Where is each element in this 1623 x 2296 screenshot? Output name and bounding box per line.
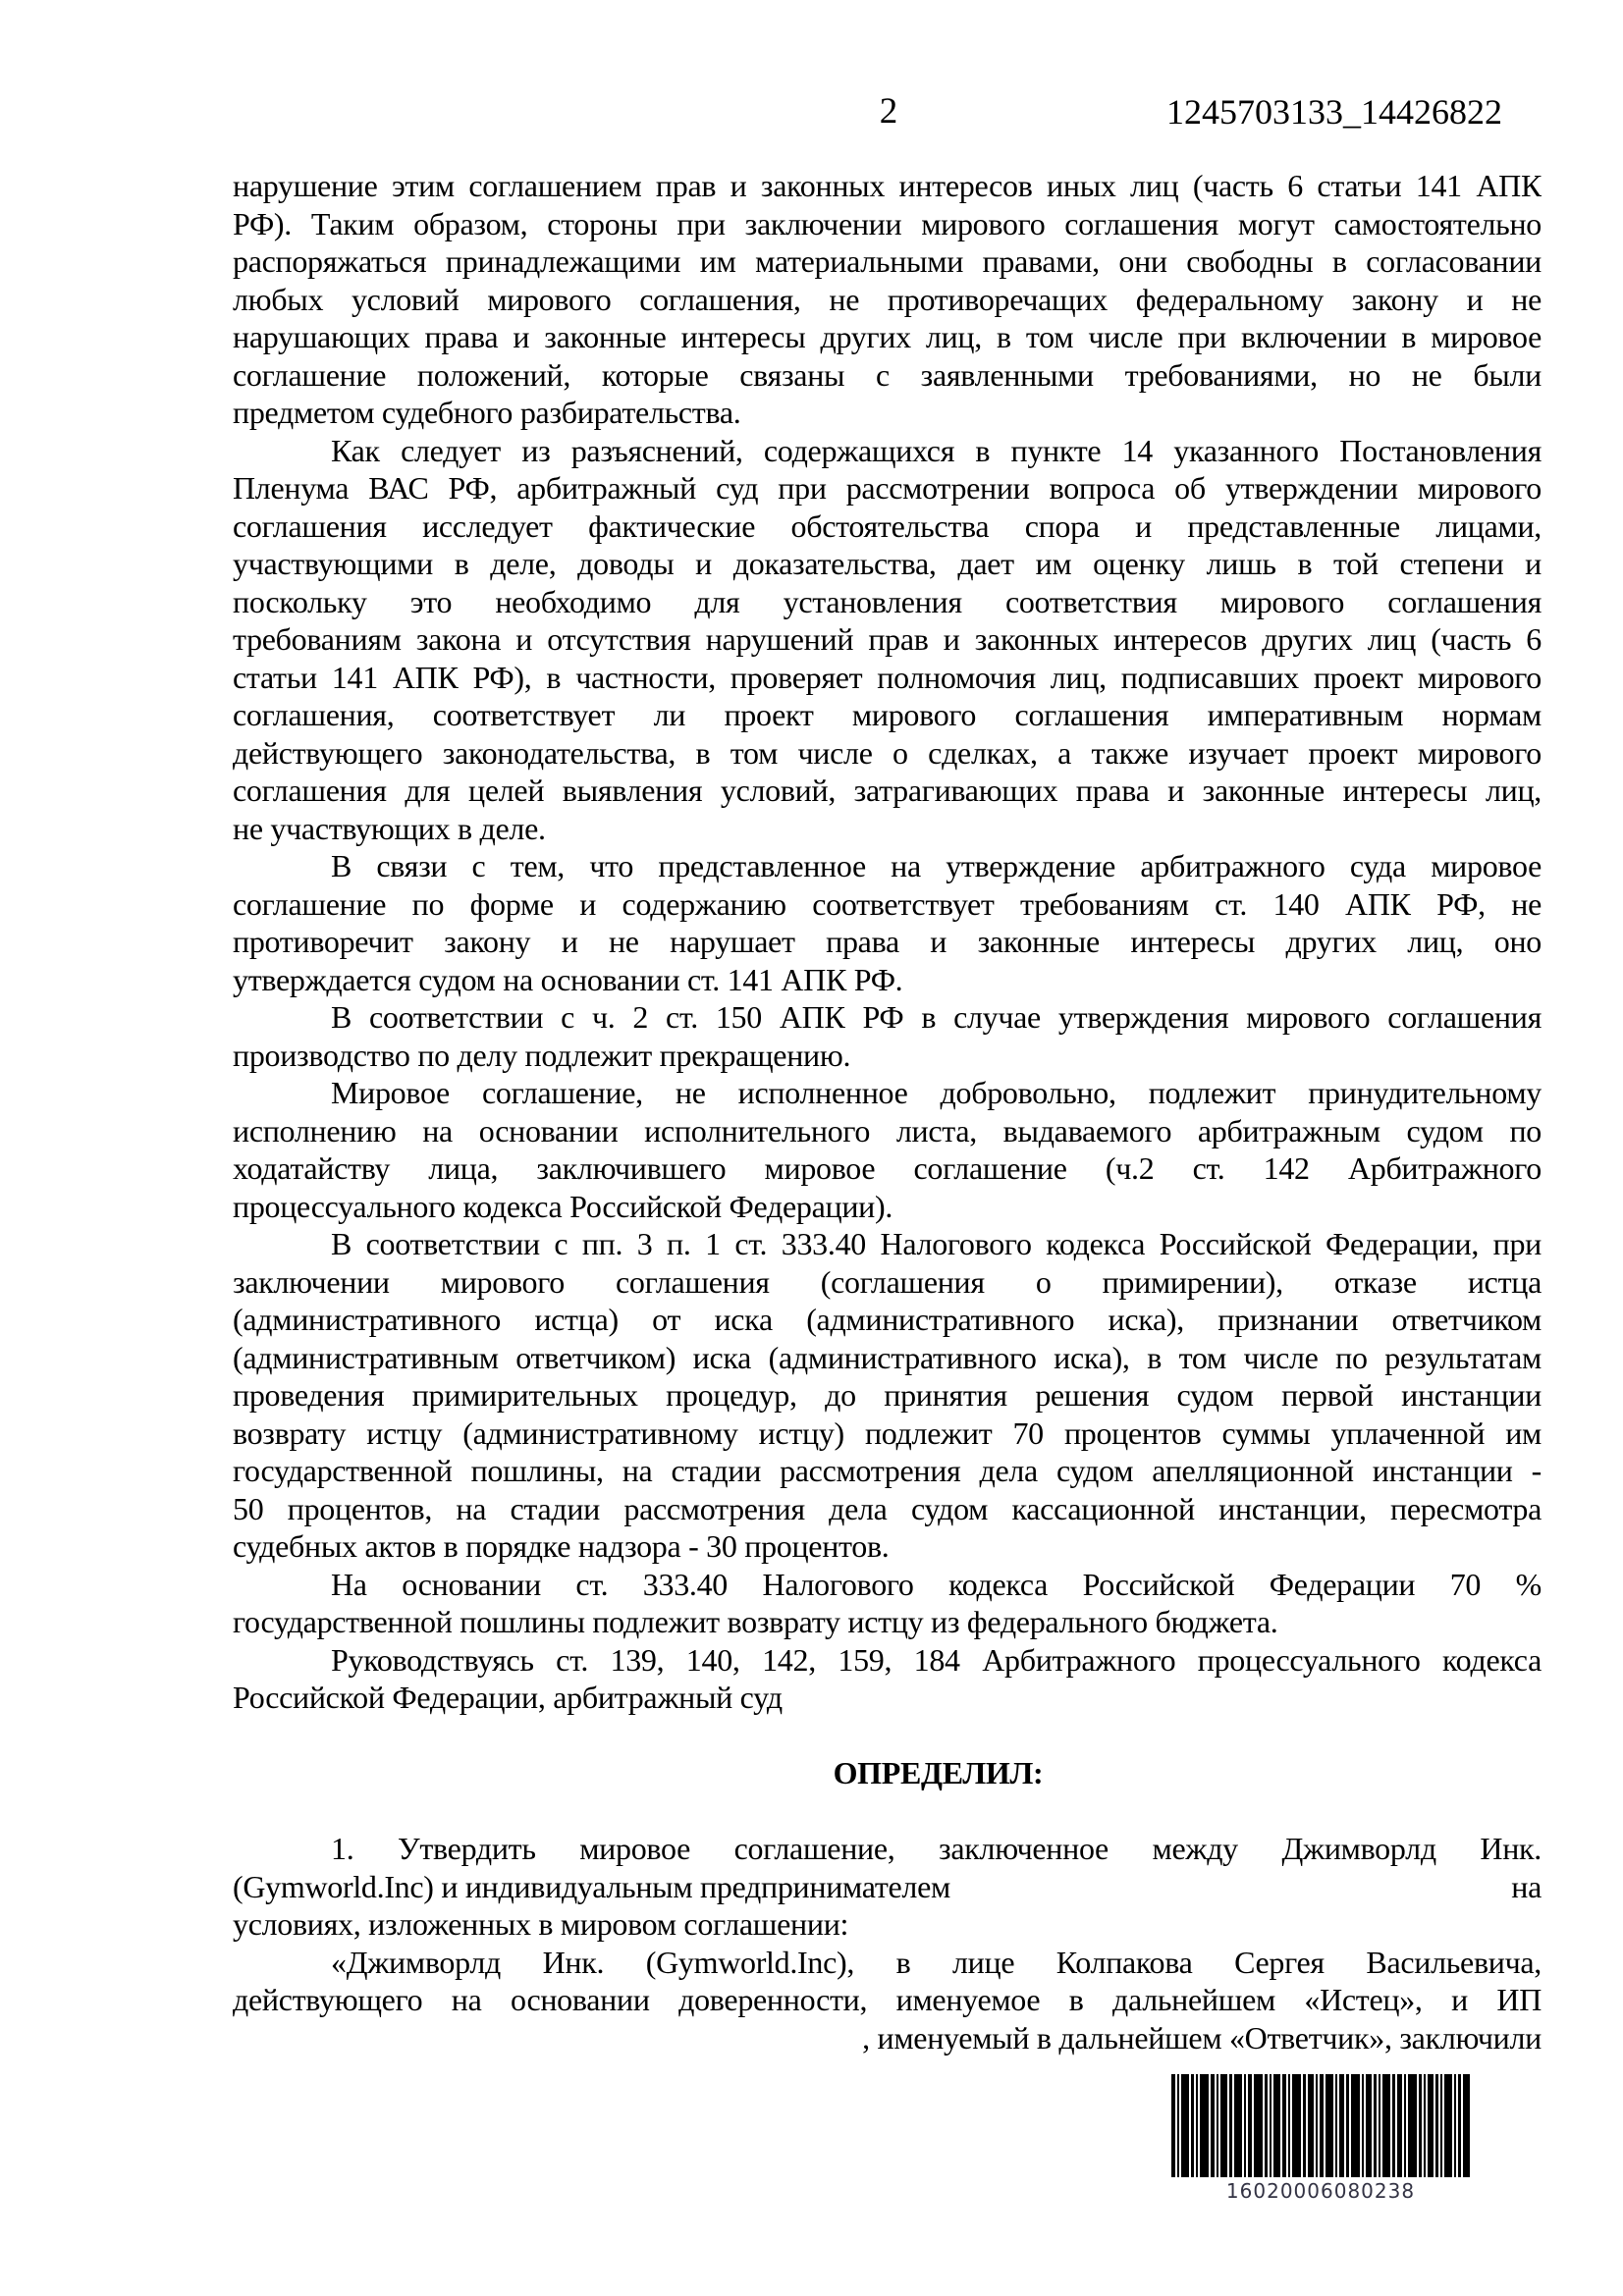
body-line: «Джимворлд Инк. (Gymworld.Inc), в лице Колпакова Сергея Васильевича, [331, 1944, 1542, 1980]
body-line: соглашения для целей выявления условий, затрагивающих права и законные интересы лиц, [233, 773, 1542, 808]
body-line: На основании ст. 333.40 Налогового кодекса Российской Федерации 70 % [331, 1566, 1542, 1602]
body-line: , именуемый в дальнейшем «Ответчик», заключили [862, 2019, 1542, 2056]
body-line: соглашения исследует фактические обстоятельства спора и представленные лицами, [233, 507, 1542, 544]
body-line: действующего на основании доверенности, именуемое в дальнейшем «Истец», и ИП [233, 1982, 1542, 2017]
body-line: РФ). Таким образом, стороны при заключении мирового соглашения могут самостоятельно [233, 205, 1542, 241]
body-line: возврату истцу (административному истцу) подлежит 70 процентов суммы уплаченной им [233, 1415, 1542, 1451]
body-line: судебных актов в порядке надзора - 30 процентов. [233, 1528, 890, 1564]
ruling-heading: ОПРЕДЕЛИЛ: [833, 1755, 1044, 1790]
body-line: государственной пошлины, на стадии рассмотрения дела судом апелляционной инстанции - [233, 1453, 1542, 1488]
body-line: нарушение этим соглашением прав и законных интересов иных лиц (часть 6 статьи 141 АПК [233, 168, 1542, 203]
body-line: любых условий мирового соглашения, не противоречащих федеральному закону и не [233, 281, 1542, 317]
body-line: 1. Утвердить мировое соглашение, заключенное между Джимворлд Инк. [331, 1831, 1542, 1866]
barcode-value: 16020006080238 [1225, 2179, 1416, 2203]
body-line: соглашения, соответствует ли проект мирового соглашения императивным нормам [233, 697, 1542, 732]
body-line: Пленума ВАС РФ, арбитражный суд при рассмотрении вопроса об утверждении мирового [233, 470, 1542, 506]
body-line: В соответствии с пп. 3 п. 1 ст. 333.40 Налогового кодекса Российской Федерации, при [331, 1226, 1542, 1261]
body-line: условиях, изложенных в мировом соглашении: [233, 1906, 849, 1942]
spacer [233, 1792, 1542, 1831]
body-line: (административного истца) от иска (административного иска), признании ответчиком [233, 1302, 1542, 1337]
body-line: Как следует из разъяснений, содержащихся в пункте 14 указанного Постановления [331, 432, 1542, 468]
body-line: соглашение положений, которые связаны с заявленными требованиями, но не были [233, 356, 1542, 393]
body-line: действующего законодательства, в том числе о сделках, а также изучает проект мирового [233, 734, 1542, 771]
body-line [233, 1868, 1542, 1906]
body-line: поскольку это необходимо для установления соответствия мирового соглашения [233, 583, 1542, 619]
body-line: В связи с тем, что представленное на утверждение арбитражного суда мировое [331, 848, 1542, 883]
body-line: Руководствуясь ст. 139, 140, 142, 159, 184 Арбитражного процессуального кодекса [331, 1641, 1542, 1678]
body-flow [233, 167, 1542, 2056]
body-line: Мировое соглашение, не исполненное добровольно, подлежит принудительному [331, 1075, 1542, 1110]
body-line: 50 процентов, на стадии рассмотрения дела судом кассационной инстанции, пересмотра [233, 1490, 1542, 1526]
body-line: требованиям закона и отсутствия нарушений прав и законных интересов других лиц (часть 6 [233, 621, 1542, 657]
page-number: 2 [879, 91, 898, 132]
body-line: производство по делу подлежит прекращению. [233, 1037, 851, 1073]
body-line: утверждается судом на основании ст. 141 АПК РФ. [233, 961, 903, 997]
body-line: участвующими в деле, доводы и доказательства, дает им оценку лишь в той степени и [233, 546, 1542, 581]
body-line: (административным ответчиком) иска (административного иска), в том числе по результатам [233, 1339, 1542, 1375]
body-line: статьи 141 АПК РФ), в частности, проверяет полномочия лиц, подписавших проект мирового [233, 659, 1542, 695]
body-line: не участвующих в деле. [233, 810, 546, 846]
body-line-right: на [1511, 1868, 1542, 1904]
body-line: Российской Федерации, арбитражный суд [233, 1680, 783, 1715]
body-line: В соответствии с ч. 2 ст. 150 АПК РФ в случае утверждения мирового соглашения [331, 999, 1542, 1035]
body-line: заключении мирового соглашения (соглашения о примирении), отказе истца [233, 1263, 1542, 1300]
body-line: ходатайству лица, заключившего мировое соглашение (ч.2 ст. 142 Арбитражного [233, 1150, 1542, 1186]
document-id: 1245703133_14426822 [1166, 92, 1502, 132]
body-line-left: (Gymworld.Inc) и индивидуальным предпринимателем [233, 1868, 950, 1904]
spacer [233, 1717, 1542, 1755]
body-line: процессуального кодекса Российской Федерации). [233, 1188, 893, 1224]
barcode [1171, 2074, 1470, 2203]
body-line: противоречит закону и не нарушает права и законные интересы других лиц, оно [233, 924, 1542, 959]
body-line: проведения примирительных процедур, до принятия решения судом первой инстанции [233, 1377, 1542, 1413]
body-line: предметом судебного разбирательства. [233, 395, 741, 430]
body-line: исполнению на основании исполнительного листа, выдаваемого арбитражным судом по [233, 1112, 1542, 1148]
body-line: нарушающих права и законные интересы других лиц, в том числе при включении в мировое [233, 319, 1542, 354]
body-line: государственной пошлины подлежит возврату истцу из федерального бюджета. [233, 1604, 1278, 1639]
body-line: соглашение по форме и содержанию соответствует требованиям ст. 140 АПК РФ, не [233, 885, 1542, 922]
body-line: распоряжаться принадлежащими им материальными правами, они свободны в согласовании [233, 243, 1542, 279]
barcode-bars [1171, 2074, 1470, 2177]
